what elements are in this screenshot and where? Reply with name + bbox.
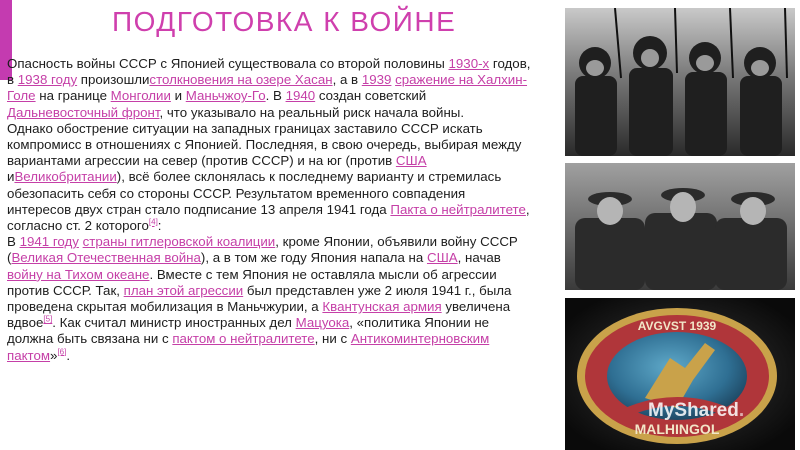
text-span: и [7, 169, 15, 185]
text-span: на границе [35, 88, 111, 104]
text-span: . Вместе с тем Япония не оставляла мысли об агрессии против СССР. Так, [7, 266, 497, 298]
text-span: , а в [332, 72, 362, 88]
halhingol-badge-photo [565, 298, 795, 450]
link-1939[interactable]: 1939 [361, 72, 392, 88]
watermark [648, 400, 744, 422]
footnote-5[interactable]: [5] [43, 314, 53, 324]
link-1938[interactable]: 1938 году [17, 72, 78, 88]
link-great-patriotic-war[interactable]: Великая Отечественная война [11, 250, 201, 266]
text-span: : [157, 218, 162, 234]
link-neutrality-pact[interactable]: Пакта о нейтралитете [390, 201, 526, 217]
badge-top-text: AVGVST 1939 [637, 319, 717, 333]
link-anti-comintern-pact[interactable]: Антикоминтерновским пактом [7, 331, 490, 363]
link-great-britain[interactable]: Великобритании [14, 169, 117, 185]
text-span: создан советский [315, 88, 427, 104]
paragraph-3 [7, 234, 532, 364]
link-neutrality-pact-2[interactable]: пактом о нейтралитете [172, 331, 315, 347]
link-pacific-war[interactable]: войну на Тихом океане [7, 266, 150, 282]
text-span: произошли [77, 72, 150, 88]
link-1930s[interactable]: 1930-х [448, 56, 490, 71]
link-lake-khasan[interactable]: столкновения на озере Хасан [149, 72, 333, 88]
text-span: , «политика Японии не должна быть связана ни с [7, 315, 490, 347]
link-far-eastern-front[interactable]: Дальневосточный фронт [7, 104, 160, 120]
paragraph-2 [7, 121, 532, 234]
footnote-4[interactable]: [4] [148, 217, 158, 227]
footnote-6[interactable]: [6] [57, 347, 67, 357]
text-span: , кроме Японии, объявили войну СССР ( [7, 234, 518, 266]
body-text [7, 56, 532, 364]
watermark-suffix: Shared [674, 400, 739, 421]
link-kwantung-army[interactable]: Квантунская армия [322, 299, 442, 315]
link-usa-2[interactable]: США [426, 250, 458, 266]
page-title: ПОДГОТОВКА К ВОЙНЕ [112, 6, 457, 37]
link-1941[interactable]: 1941 году [19, 234, 79, 250]
text-span: ), всё более склонялась к последнему варианту и стремилась обезопасить себя со стороны СССР. Результатом временного совпадения интересов двух стран стало подписание 13 апреля 1941 года [7, 169, 502, 217]
soldiers-marching-photo [565, 8, 795, 156]
link-1940[interactable]: 1940 [285, 88, 316, 104]
text-span: увеличена вдвое [7, 299, 511, 331]
text-span: . В [265, 88, 286, 104]
link-mongolia[interactable]: Монголии [110, 88, 171, 104]
badge-bottom-text: MALHINGOL [634, 421, 720, 437]
link-usa[interactable]: США [395, 153, 427, 169]
three-officers-photo [565, 163, 795, 290]
text-span: , ни с [314, 331, 351, 347]
link-aggression-plan[interactable]: план этой агрессии [123, 282, 244, 298]
text-span: и [170, 88, 186, 104]
link-khalkhin-gol[interactable]: сражение на Халхин-Голе [7, 72, 528, 104]
text-span: , что указывало на реальный риск начала войны. [159, 104, 465, 120]
text-span: В [7, 234, 20, 250]
text-span: Опасность войны СССР с Японией существовала со второй половины [7, 56, 449, 71]
link-axis-coalition[interactable]: страны гитлеровской коалиции [82, 234, 276, 250]
text-span: был представлен уже 2 июля 1941 г., была проведена скрытая мобилизация в Маньчжурии, а [7, 282, 512, 315]
text-span: ), а в том же году Япония напала на [200, 250, 427, 266]
paragraph-1 [7, 56, 532, 121]
text-span: , согласно ст. 2 которого [7, 201, 530, 234]
link-manchukuo[interactable]: Маньчжоу-Го [185, 88, 266, 104]
text-span: . Как считал министр иностранных дел [52, 315, 296, 331]
link-matsuoka[interactable]: Мацуока [295, 315, 350, 331]
text-span: . [66, 347, 71, 363]
watermark-dot: . [738, 400, 745, 421]
text-span: Однако обострение ситуации на западных границах заставило СССР искать компромисс в отношениях с Японией. Последняя, в свою очередь, выбирая между вариантами агрессии на север (против СССР) и на юг (против [7, 120, 522, 169]
text-span: , начав [457, 250, 501, 266]
text-span: » [50, 347, 58, 363]
text-span: годов, в [7, 56, 531, 88]
watermark-prefix: My [648, 400, 675, 421]
